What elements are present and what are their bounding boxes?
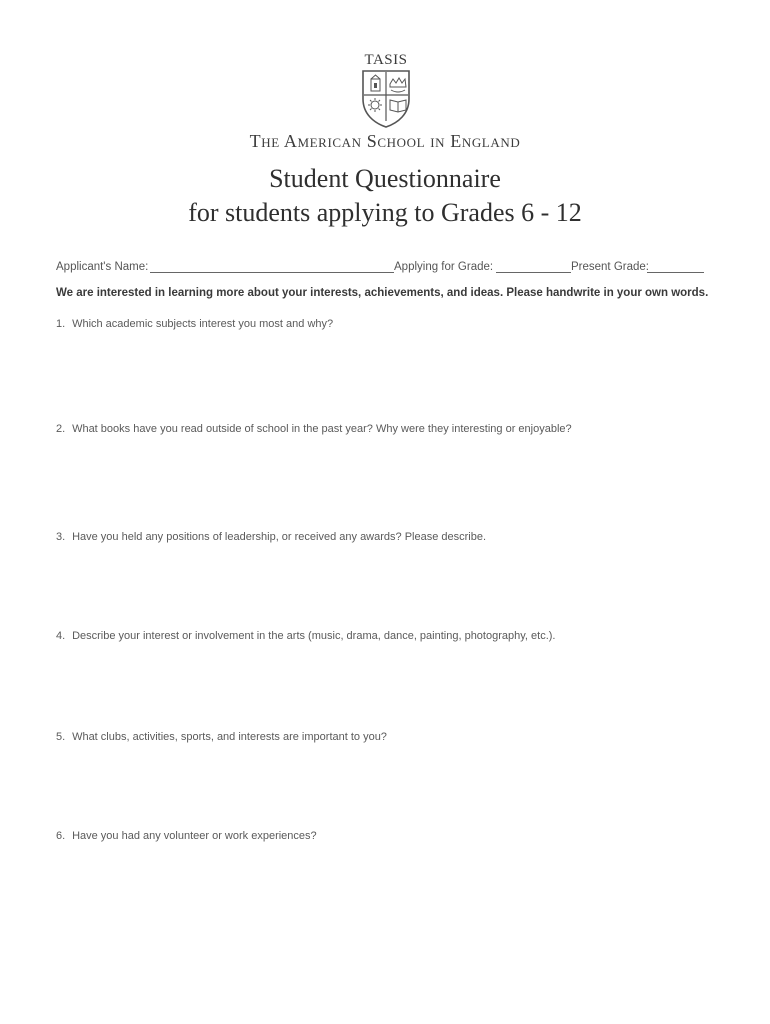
question-4 [56, 630, 736, 642]
applying-grade-label: Applying for Grade: [394, 261, 494, 273]
question-number: 5. [56, 731, 66, 743]
answer-area-6[interactable] [56, 850, 716, 928]
school-name: The American School in England [249, 131, 521, 151]
question-text: What clubs, activities, sports, and interests are important to you? [72, 731, 387, 743]
applicant-name-field[interactable] [150, 272, 394, 273]
question-1 [56, 318, 736, 330]
applying-grade-field[interactable] [496, 272, 571, 273]
page-title: Student Questionnaire [269, 164, 501, 193]
question-text: Which academic subjects interest you most and why? [72, 318, 334, 330]
school-crest-logo [354, 52, 418, 130]
present-grade-label: Present Grade: [571, 261, 649, 273]
question-number: 6. [56, 830, 66, 842]
question-number: 2. [56, 423, 66, 435]
question-number: 1. [56, 318, 66, 330]
logo-text: TASIS [364, 52, 408, 68]
page-subtitle: for students applying to Grades 6 - 12 [188, 198, 582, 227]
question-text: What books have you read outside of school in the past year? Why were they interesting or enjoyable? [72, 423, 572, 435]
question-3 [56, 531, 736, 543]
answer-area-3[interactable] [56, 551, 716, 629]
applicant-name-label: Applicant's Name: [56, 261, 149, 273]
question-6 [56, 830, 736, 842]
present-grade-field[interactable] [647, 272, 704, 273]
answer-area-4[interactable] [56, 650, 716, 728]
question-text: Have you held any positions of leadership, or received any awards? Please describe. [72, 531, 487, 543]
question-number: 4. [56, 630, 66, 642]
instructions-text: We are interested in learning more about your interests, achievements, and ideas. Please handwrite in your own words. [56, 287, 709, 299]
shield-icon [360, 69, 412, 129]
answer-area-1[interactable] [56, 338, 716, 416]
question-5 [56, 731, 736, 743]
question-number: 3. [56, 531, 66, 543]
applicant-fields-row [56, 261, 716, 277]
answer-area-5[interactable] [56, 751, 716, 829]
question-text: Describe your interest or involvement in the arts (music, drama, dance, painting, photography, etc.). [72, 630, 556, 642]
question-text: Have you had any volunteer or work experiences? [72, 830, 317, 842]
answer-area-2[interactable] [56, 443, 716, 521]
question-2 [56, 423, 736, 435]
